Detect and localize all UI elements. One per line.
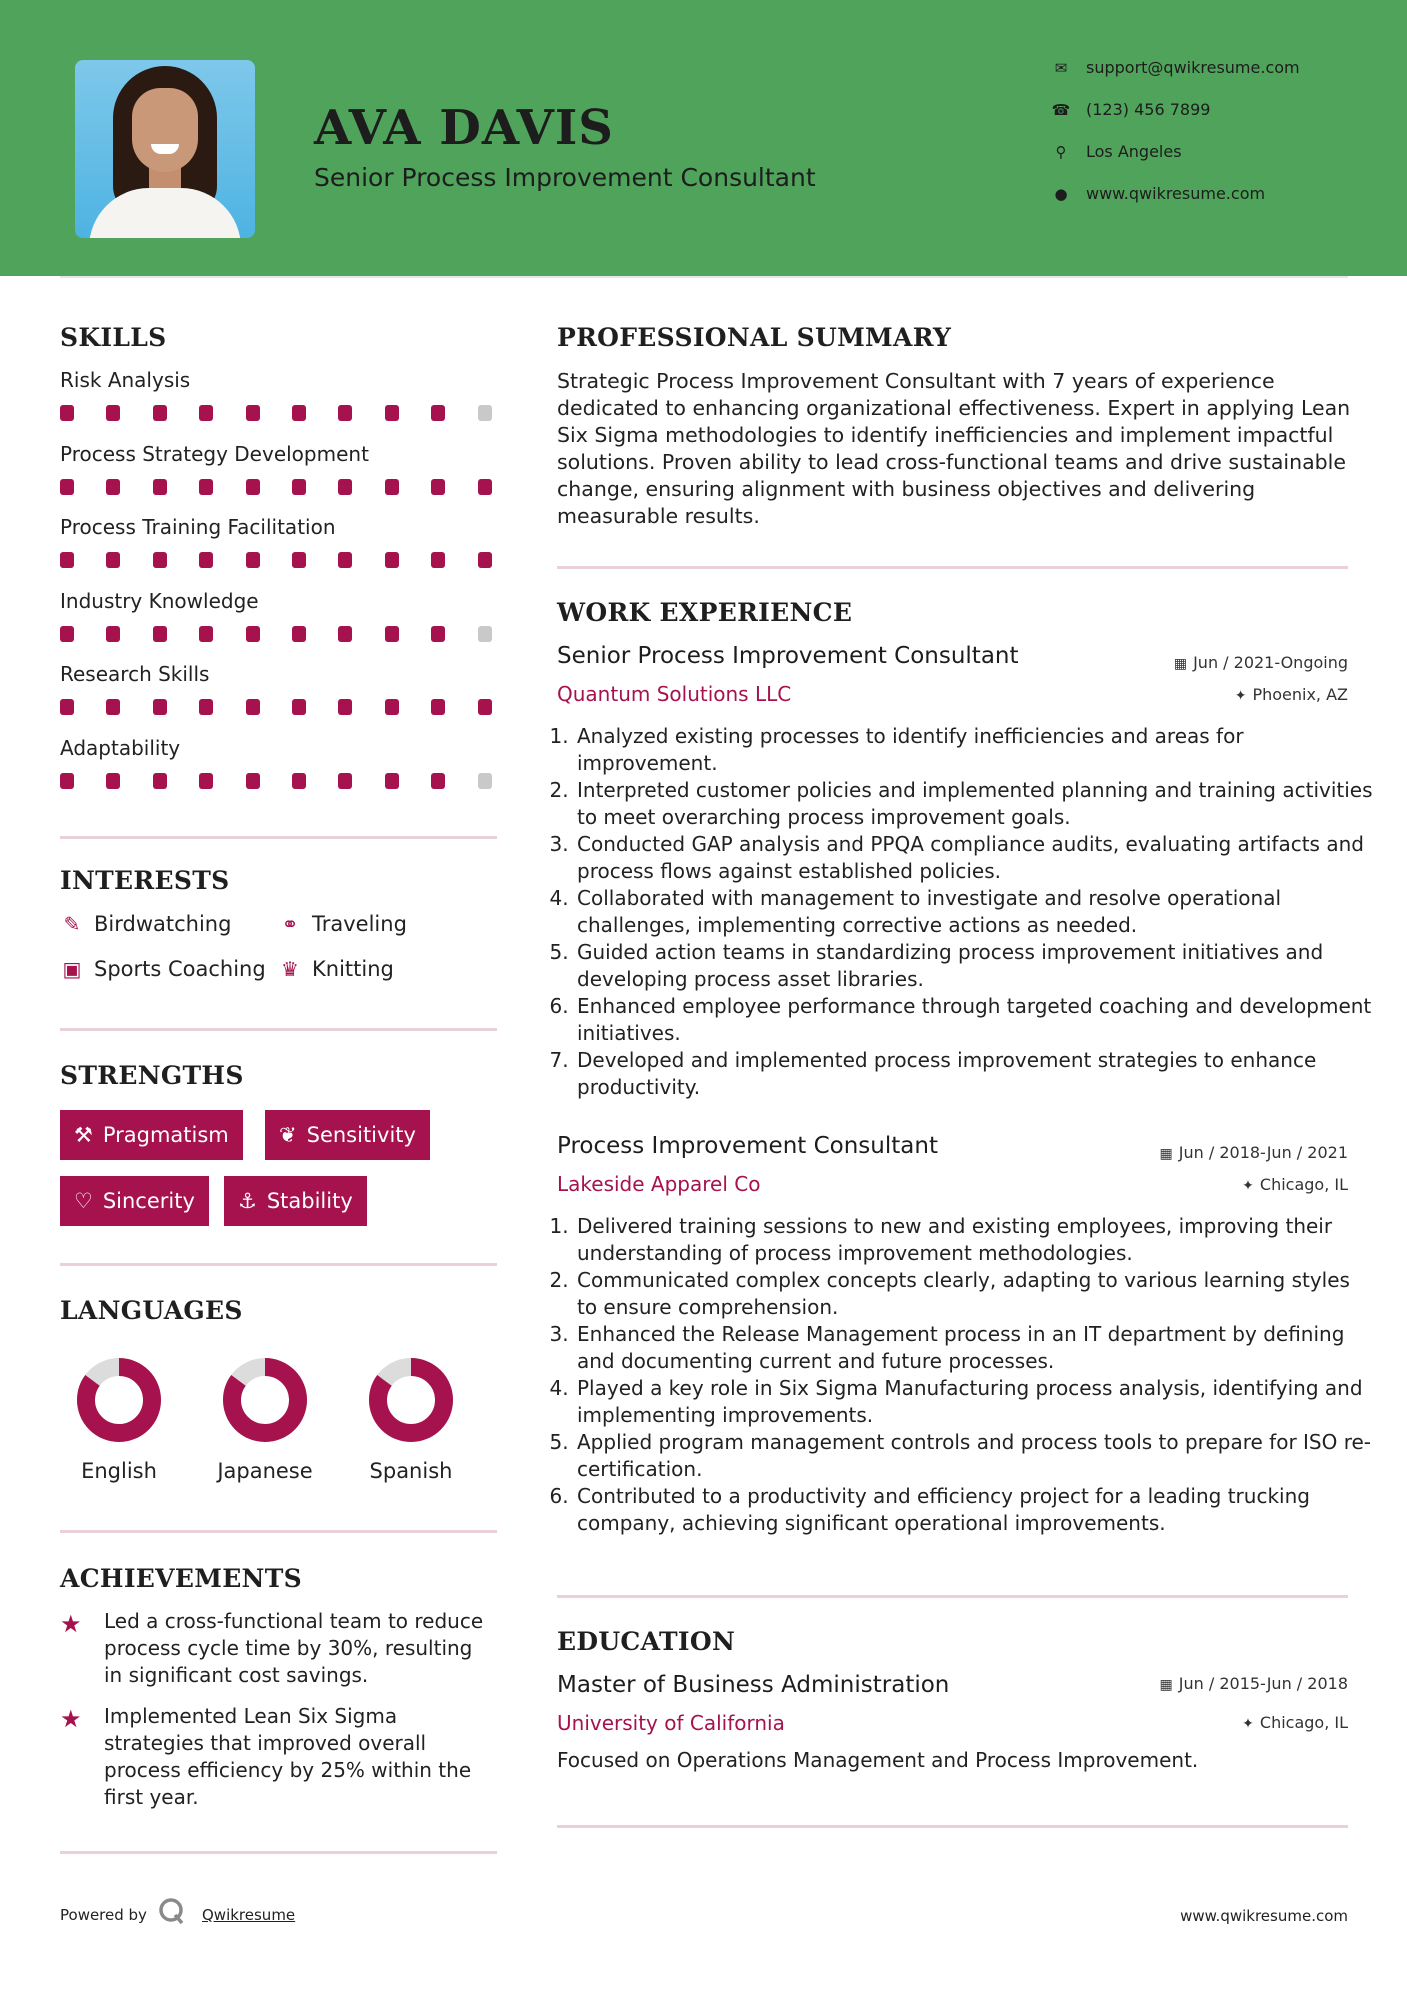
contact-website[interactable]: ● www.qwikresume.com [1050, 184, 1265, 203]
header-banner [0, 0, 1407, 276]
rating-dot-filled [292, 699, 306, 715]
profile-photo [75, 60, 255, 238]
rating-dot-filled [431, 773, 445, 789]
rating-dot-filled [292, 405, 306, 421]
skill-name: Industry Knowledge [60, 588, 259, 613]
language-level-donut [75, 1356, 163, 1444]
education-location: ✦ Chicago, IL [1242, 1713, 1348, 1732]
globe-icon: ● [1054, 185, 1068, 203]
interest-item: ⚭ Traveling [278, 912, 407, 936]
rating-dot-filled [153, 405, 167, 421]
rating-dot-filled [385, 773, 399, 789]
rating-dot-filled [199, 626, 213, 642]
rating-dot-filled [338, 773, 352, 789]
pushpin-icon: ✦ [1242, 1178, 1254, 1194]
rating-dot-filled [385, 699, 399, 715]
rating-dot-empty [478, 626, 492, 642]
rating-dot-filled [199, 699, 213, 715]
job-company: Quantum Solutions LLC [557, 682, 792, 706]
duty-item: 4. Played a key role in Six Sigma Manufacturing process analysis, identifying and implementing improvements. [575, 1375, 1375, 1429]
language-level-donut [221, 1356, 309, 1444]
education-dates: ▦ Jun / 2015-Jun / 2018 [1159, 1674, 1348, 1693]
rating-dot-filled [431, 626, 445, 642]
language-label: Spanish [369, 1459, 453, 1483]
school-name: University of California [557, 1711, 785, 1735]
duty-item: 2. Interpreted customer policies and implemented planning and training activities to meet overarching process improvement goals. [575, 777, 1375, 831]
language-label: Japanese [217, 1459, 313, 1483]
job-duties [557, 1213, 1375, 1537]
edit-icon: ✎ [63, 912, 81, 936]
rating-dot-empty [478, 405, 492, 421]
interest-item: ✎ Birdwatching [60, 912, 231, 936]
rating-dot-filled [338, 626, 352, 642]
rating-dot-filled [199, 552, 213, 568]
map-pin-icon: ⚲ [1055, 143, 1067, 161]
duty-item: 6. Enhanced employee performance through targeted coaching and development initiatives. [575, 993, 1375, 1047]
strength-chip: ⚒ Pragmatism [60, 1110, 243, 1160]
envelope-icon: ✉ [1054, 59, 1068, 77]
duty-item: 5. Applied program management controls and process tools to prepare for ISO re-certification. [575, 1429, 1375, 1483]
interest-item: ▣ Sports Coaching [60, 957, 266, 981]
section-divider [557, 1595, 1348, 1598]
rating-dot-filled [431, 552, 445, 568]
section-divider [557, 566, 1348, 569]
rating-dot-filled [292, 626, 306, 642]
rating-dot-filled [431, 479, 445, 495]
experience-heading: WORK EXPERIENCE [557, 598, 853, 627]
rating-dot-filled [385, 405, 399, 421]
skill-name: Process Strategy Development [60, 441, 369, 466]
rating-dot-filled [60, 552, 74, 568]
rating-dot-filled [60, 626, 74, 642]
job-dates: ▦ Jun / 2018-Jun / 2021 [1159, 1143, 1348, 1162]
section-divider [60, 1851, 497, 1854]
rating-dot-filled [153, 699, 167, 715]
rating-dot-filled [246, 626, 260, 642]
strength-chip: ⚓ Stability [224, 1176, 367, 1226]
contact-email[interactable]: ✉ support@qwikresume.com [1050, 58, 1300, 77]
suitcase-icon: ▣ [62, 957, 82, 981]
rating-dot-filled [106, 405, 120, 421]
strengths-heading: STRENGTHS [60, 1061, 244, 1090]
degree-title: Master of Business Administration [557, 1672, 950, 1698]
candidate-title: Senior Process Improvement Consultant [314, 163, 816, 192]
duty-item: 6. Contributed to a productivity and efficiency project for a leading trucking company, achieving significant operational improvements. [575, 1483, 1375, 1537]
skill-name: Adaptability [60, 735, 181, 760]
calendar-icon: ▦ [1159, 1677, 1173, 1693]
qwikresume-logo-icon [158, 1897, 186, 1925]
rating-dot-filled [338, 479, 352, 495]
gavel-icon: ⚒ [74, 1123, 93, 1147]
interests-heading: INTERESTS [60, 866, 230, 895]
job-dates: ▦ Jun / 2021-Ongoing [1173, 653, 1348, 672]
rating-dot-filled [60, 699, 74, 715]
rating-dot-filled [106, 552, 120, 568]
duty-item: 1. Delivered training sessions to new and existing employees, improving their understanding of process improvement methodologies. [575, 1213, 1375, 1267]
job-location: ✦ Phoenix, AZ [1234, 685, 1348, 704]
job-title: Senior Process Improvement Consultant [557, 643, 1019, 669]
rating-dot-filled [478, 699, 492, 715]
rating-dot-filled [106, 699, 120, 715]
binoculars-icon: ⚭ [281, 912, 299, 936]
calendar-icon: ▦ [1173, 656, 1188, 672]
footer-website[interactable]: www.qwikresume.com [1180, 1907, 1348, 1925]
rating-dot-filled [153, 626, 167, 642]
achievement-item: Implemented Lean Six Sigma strategies that improved overall process efficiency by 25% within the first year. [104, 1704, 472, 1809]
powered-by-label: Powered by [60, 1906, 147, 1924]
job-location: ✦ Chicago, IL [1242, 1175, 1348, 1194]
rating-dot-filled [153, 552, 167, 568]
languages-heading: LANGUAGES [60, 1296, 243, 1325]
pushpin-icon: ✦ [1234, 688, 1247, 704]
duty-item: 5. Guided action teams in standardizing process improvement initiatives and developing process asset libraries. [575, 939, 1375, 993]
rating-dot-filled [385, 626, 399, 642]
section-divider [60, 1530, 497, 1533]
rating-dot-filled [292, 552, 306, 568]
duty-item: 4. Collaborated with management to investigate and resolve operational challenges, implementing corrective actions as needed. [575, 885, 1375, 939]
rating-dot-filled [199, 479, 213, 495]
summary-text: Strategic Process Improvement Consultant with 7 years of experience dedicated to enhancing organizational effectiveness. Expert in applying Lean Six Sigma methodologies to identify inefficiencies and implement impactful solutions. Proven ability to lead cross-functional teams and drive sustainable change, ensuring alignment with business objectives and delivering measurable results. [557, 369, 1351, 528]
rating-dot-filled [106, 773, 120, 789]
pushpin-icon: ✦ [1242, 1716, 1254, 1732]
heart-icon: ♡ [74, 1189, 93, 1213]
header-divider [60, 276, 1348, 278]
section-divider [60, 1028, 497, 1031]
section-divider [557, 1825, 1348, 1828]
rating-dot-filled [338, 405, 352, 421]
rating-dot-filled [246, 405, 260, 421]
rating-dot-filled [106, 626, 120, 642]
candidate-name: AVA DAVIS [314, 100, 614, 156]
interest-item: ♛ Knitting [278, 957, 394, 981]
rating-dot-filled [431, 405, 445, 421]
duty-item: 3. Conducted GAP analysis and PPQA compliance audits, evaluating artifacts and process flows against established policies. [575, 831, 1375, 885]
rating-dot-filled [338, 552, 352, 568]
star-icon: ★ [60, 1610, 82, 1638]
phone-icon: ☎ [1051, 101, 1071, 119]
rating-dot-filled [478, 552, 492, 568]
rating-dot-filled [385, 552, 399, 568]
leaf-icon: ❦ [279, 1123, 297, 1147]
rating-dot-filled [60, 479, 74, 495]
rating-dot-filled [292, 773, 306, 789]
duty-item: 7. Developed and implemented process improvement strategies to enhance productivity. [575, 1047, 1375, 1101]
rating-dot-filled [431, 699, 445, 715]
rating-dot-filled [338, 699, 352, 715]
rating-dot-filled [292, 479, 306, 495]
brand-link[interactable]: Qwikresume [202, 1906, 296, 1924]
achievement-item: Led a cross-functional team to reduce process cycle time by 30%, resulting in significant cost savings. [104, 1609, 484, 1687]
contact-location: ⚲ Los Angeles [1050, 142, 1182, 161]
education-heading: EDUCATION [557, 1627, 736, 1656]
summary-heading: PROFESSIONAL SUMMARY [557, 323, 952, 352]
strength-chip: ♡ Sincerity [60, 1176, 209, 1226]
strength-chip: ❦ Sensitivity [265, 1110, 430, 1160]
language-level-donut [367, 1356, 455, 1444]
skill-name: Research Skills [60, 662, 210, 686]
rating-dot-filled [246, 479, 260, 495]
rating-dot-filled [153, 773, 167, 789]
skills-heading: SKILLS [60, 323, 167, 352]
rating-dot-filled [106, 479, 120, 495]
education-note: Focused on Operations Management and Process Improvement. [557, 1748, 1199, 1772]
skill-name: Risk Analysis [60, 368, 191, 392]
rating-dot-filled [246, 552, 260, 568]
rating-dot-filled [246, 773, 260, 789]
duty-item: 2. Communicated complex concepts clearly, adapting to various learning styles to ensure comprehension. [575, 1267, 1375, 1321]
rating-dot-filled [60, 773, 74, 789]
rating-dot-filled [385, 479, 399, 495]
rating-dot-filled [199, 405, 213, 421]
job-duties [557, 723, 1375, 1101]
duty-item: 1. Analyzed existing processes to identify inefficiencies and areas for improvement. [575, 723, 1375, 777]
duty-item: 3. Enhanced the Release Management process in an IT department by defining and documenting current and future processes. [575, 1321, 1375, 1375]
section-divider [60, 1263, 497, 1266]
language-label: English [81, 1459, 157, 1483]
calendar-icon: ▦ [1159, 1146, 1173, 1162]
rating-dot-filled [246, 699, 260, 715]
section-divider [60, 836, 497, 839]
trophy-icon: ♛ [281, 957, 299, 981]
job-title: Process Improvement Consultant [557, 1133, 938, 1159]
anchor-icon: ⚓ [238, 1189, 257, 1213]
achievements-heading: ACHIEVEMENTS [60, 1564, 302, 1593]
rating-dot-filled [60, 405, 74, 421]
rating-dot-filled [478, 479, 492, 495]
rating-dot-empty [478, 773, 492, 789]
skill-name: Process Training Facilitation [60, 515, 336, 539]
job-company: Lakeside Apparel Co [557, 1172, 761, 1196]
star-icon: ★ [60, 1705, 82, 1733]
rating-dot-filled [153, 479, 167, 495]
rating-dot-filled [199, 773, 213, 789]
contact-phone: ☎ (123) 456 7899 [1051, 100, 1211, 119]
